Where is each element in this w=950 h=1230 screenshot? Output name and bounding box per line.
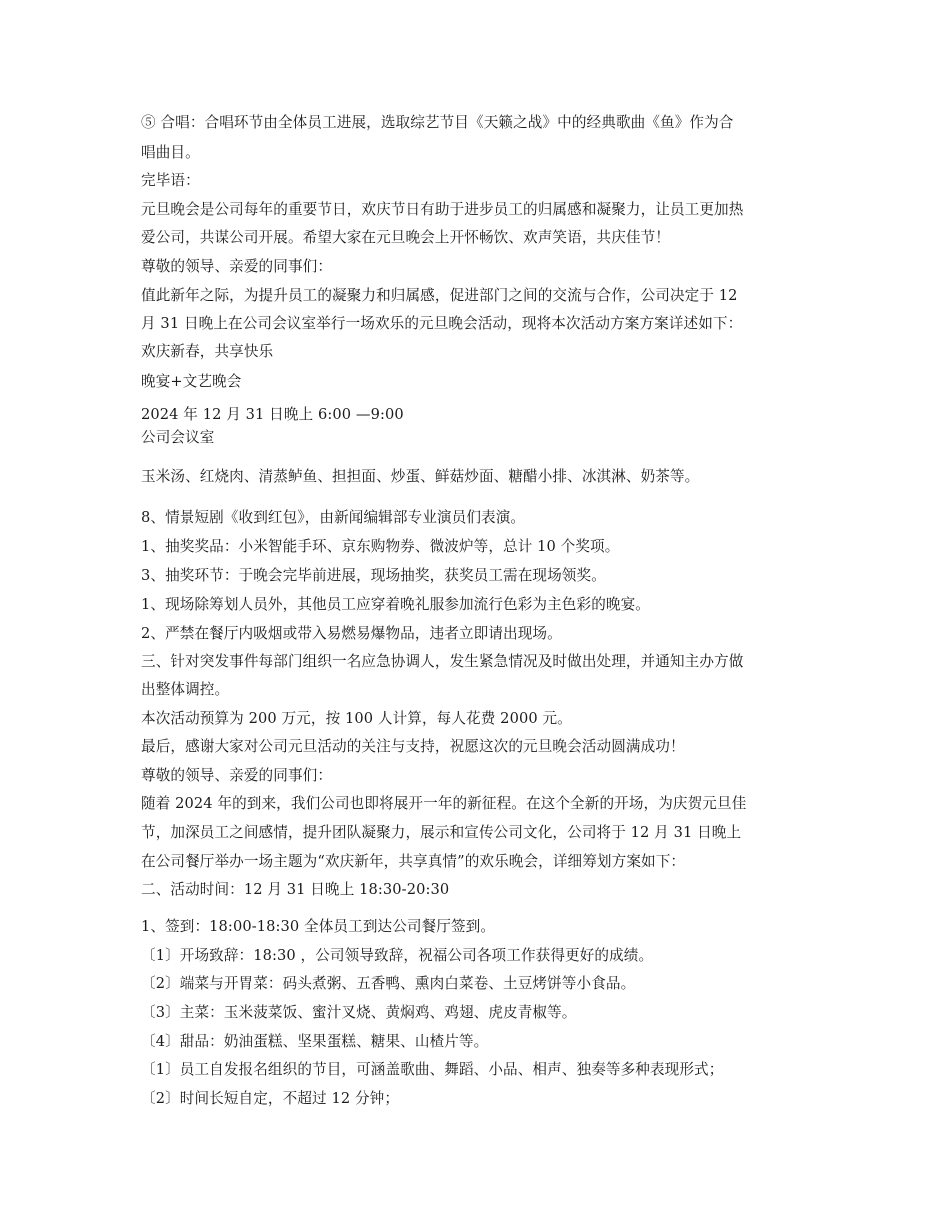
text-line: 〔1〕开场致辞：18:30 ，公司领导致辞，祝福公司各项工作获得更好的成绩。 (141, 947, 654, 964)
text-line: 〔3〕主菜：玉米菠菜饭、蜜汁叉烧、黄焖鸡、鸡翅、虎皮青椒等。 (141, 1004, 577, 1021)
text-line: 玉米汤、红烧肉、清蒸鲈鱼、担担面、炒蛋、鲜菇炒面、糖醋小排、冰淇淋、奶茶等。 (141, 468, 700, 485)
text-line: 二、活动时间：12 月 31 日晚上 18:30-20:30 (141, 881, 450, 898)
text-line: 完毕语： (141, 172, 200, 189)
text-line: 1、抽奖奖品：小米智能手环、京东购物券、微波炉等，总计 10 个奖项。 (141, 538, 620, 555)
text-line: 2、严禁在餐厅内吸烟或带入易燃易爆物品，违者立即请出现场。 (141, 625, 562, 642)
text-line: 3、抽奖环节：于晚会完毕前进展，现场抽奖，获奖员工需在现场领奖。 (141, 567, 606, 584)
text-line: 最后，感谢大家对公司元旦活动的关注与支持，祝愿这次的元旦晚会活动圆满成功！ (141, 738, 685, 755)
text-line: 唱曲目。 (141, 144, 200, 161)
text-line: 欢庆新春，共享快乐 (141, 343, 274, 360)
text-line: 尊敬的领导、亲爱的同事们： (141, 767, 333, 784)
text-line: 出整体调控。 (141, 681, 230, 698)
text-line: 〔4〕甜品：奶油蛋糕、坚果蛋糕、糖果、山楂片等。 (141, 1033, 489, 1050)
text-line: 节，加深员工之间感情，提升团队凝聚力，展示和宣传公司文化，公司将于 12 月 31 日晚上 (141, 824, 742, 841)
text-line: 〔1〕员工自发报名组织的节目，可涵盖歌曲、舞蹈、小品、相声、独奏等多种表现形式； (141, 1061, 724, 1078)
text-line: 〔2〕时间长短自定，不超过 12 分钟； (141, 1090, 400, 1107)
text-line: 爱公司，共谋公司开展。希望大家在元旦晚会上开怀畅饮、欢声笑语，共庆佳节！ (141, 229, 670, 246)
text-line: 〔2〕端菜与开胃菜：码头煮粥、五香鸭、熏肉白菜卷、土豆烤饼等小食品。 (141, 975, 636, 992)
text-line: 尊敬的领导、亲爱的同事们： (141, 258, 333, 275)
text-line: 1、现场除筹划人员外，其他员工应穿着晚礼服参加流行色彩为主色彩的晚宴。 (141, 596, 650, 613)
text-line: 月 31 日晚上在公司会议室举行一场欢乐的元旦晚会活动，现将本次活动方案方案详述如下： (141, 315, 743, 332)
text-line: 公司会议室 (141, 429, 215, 446)
text-line: 元旦晚会是公司每年的重要节日，欢庆节日有助于进步员工的归属感和凝聚力，让员工更加热 (141, 201, 744, 218)
text-line: ⑤ 合唱：合唱环节由全体员工进展，选取综艺节目《天籁之战》中的经典歌曲《鱼》作为合 (141, 114, 734, 131)
text-line: 三、针对突发事件每部门组织一名应急协调人，发生紧急情况及时做出处理，并通知主办方做 (141, 653, 744, 670)
text-line: 2024 年 12 月 31 日晚上 6:00 —9:00 (141, 406, 404, 423)
text-line: 晚宴+文艺晚会 (141, 373, 242, 390)
text-line: 本次活动预算为 200 万元，按 100 人计算，每人花费 2000 元。 (141, 710, 572, 727)
text-line: 在公司餐厅举办一场主题为“欢庆新年，共享真情”的欢乐晚会，详细筹划方案如下： (141, 853, 686, 870)
text-line: 8、情景短剧《收到红包》，由新闻编辑部专业演员们表演。 (141, 509, 526, 526)
text-line: 随着 2024 年的到来，我们公司也即将展开一年的新征程。在这个全新的开场，为庆贺元旦佳 (141, 795, 747, 812)
text-line: 1、签到：18:00-18:30 全体员工到达公司餐厅签到。 (141, 918, 496, 935)
text-line: 值此新年之际，为提升员工的凝聚力和归属感，促进部门之间的交流与合作，公司决定于 12 (141, 287, 738, 304)
